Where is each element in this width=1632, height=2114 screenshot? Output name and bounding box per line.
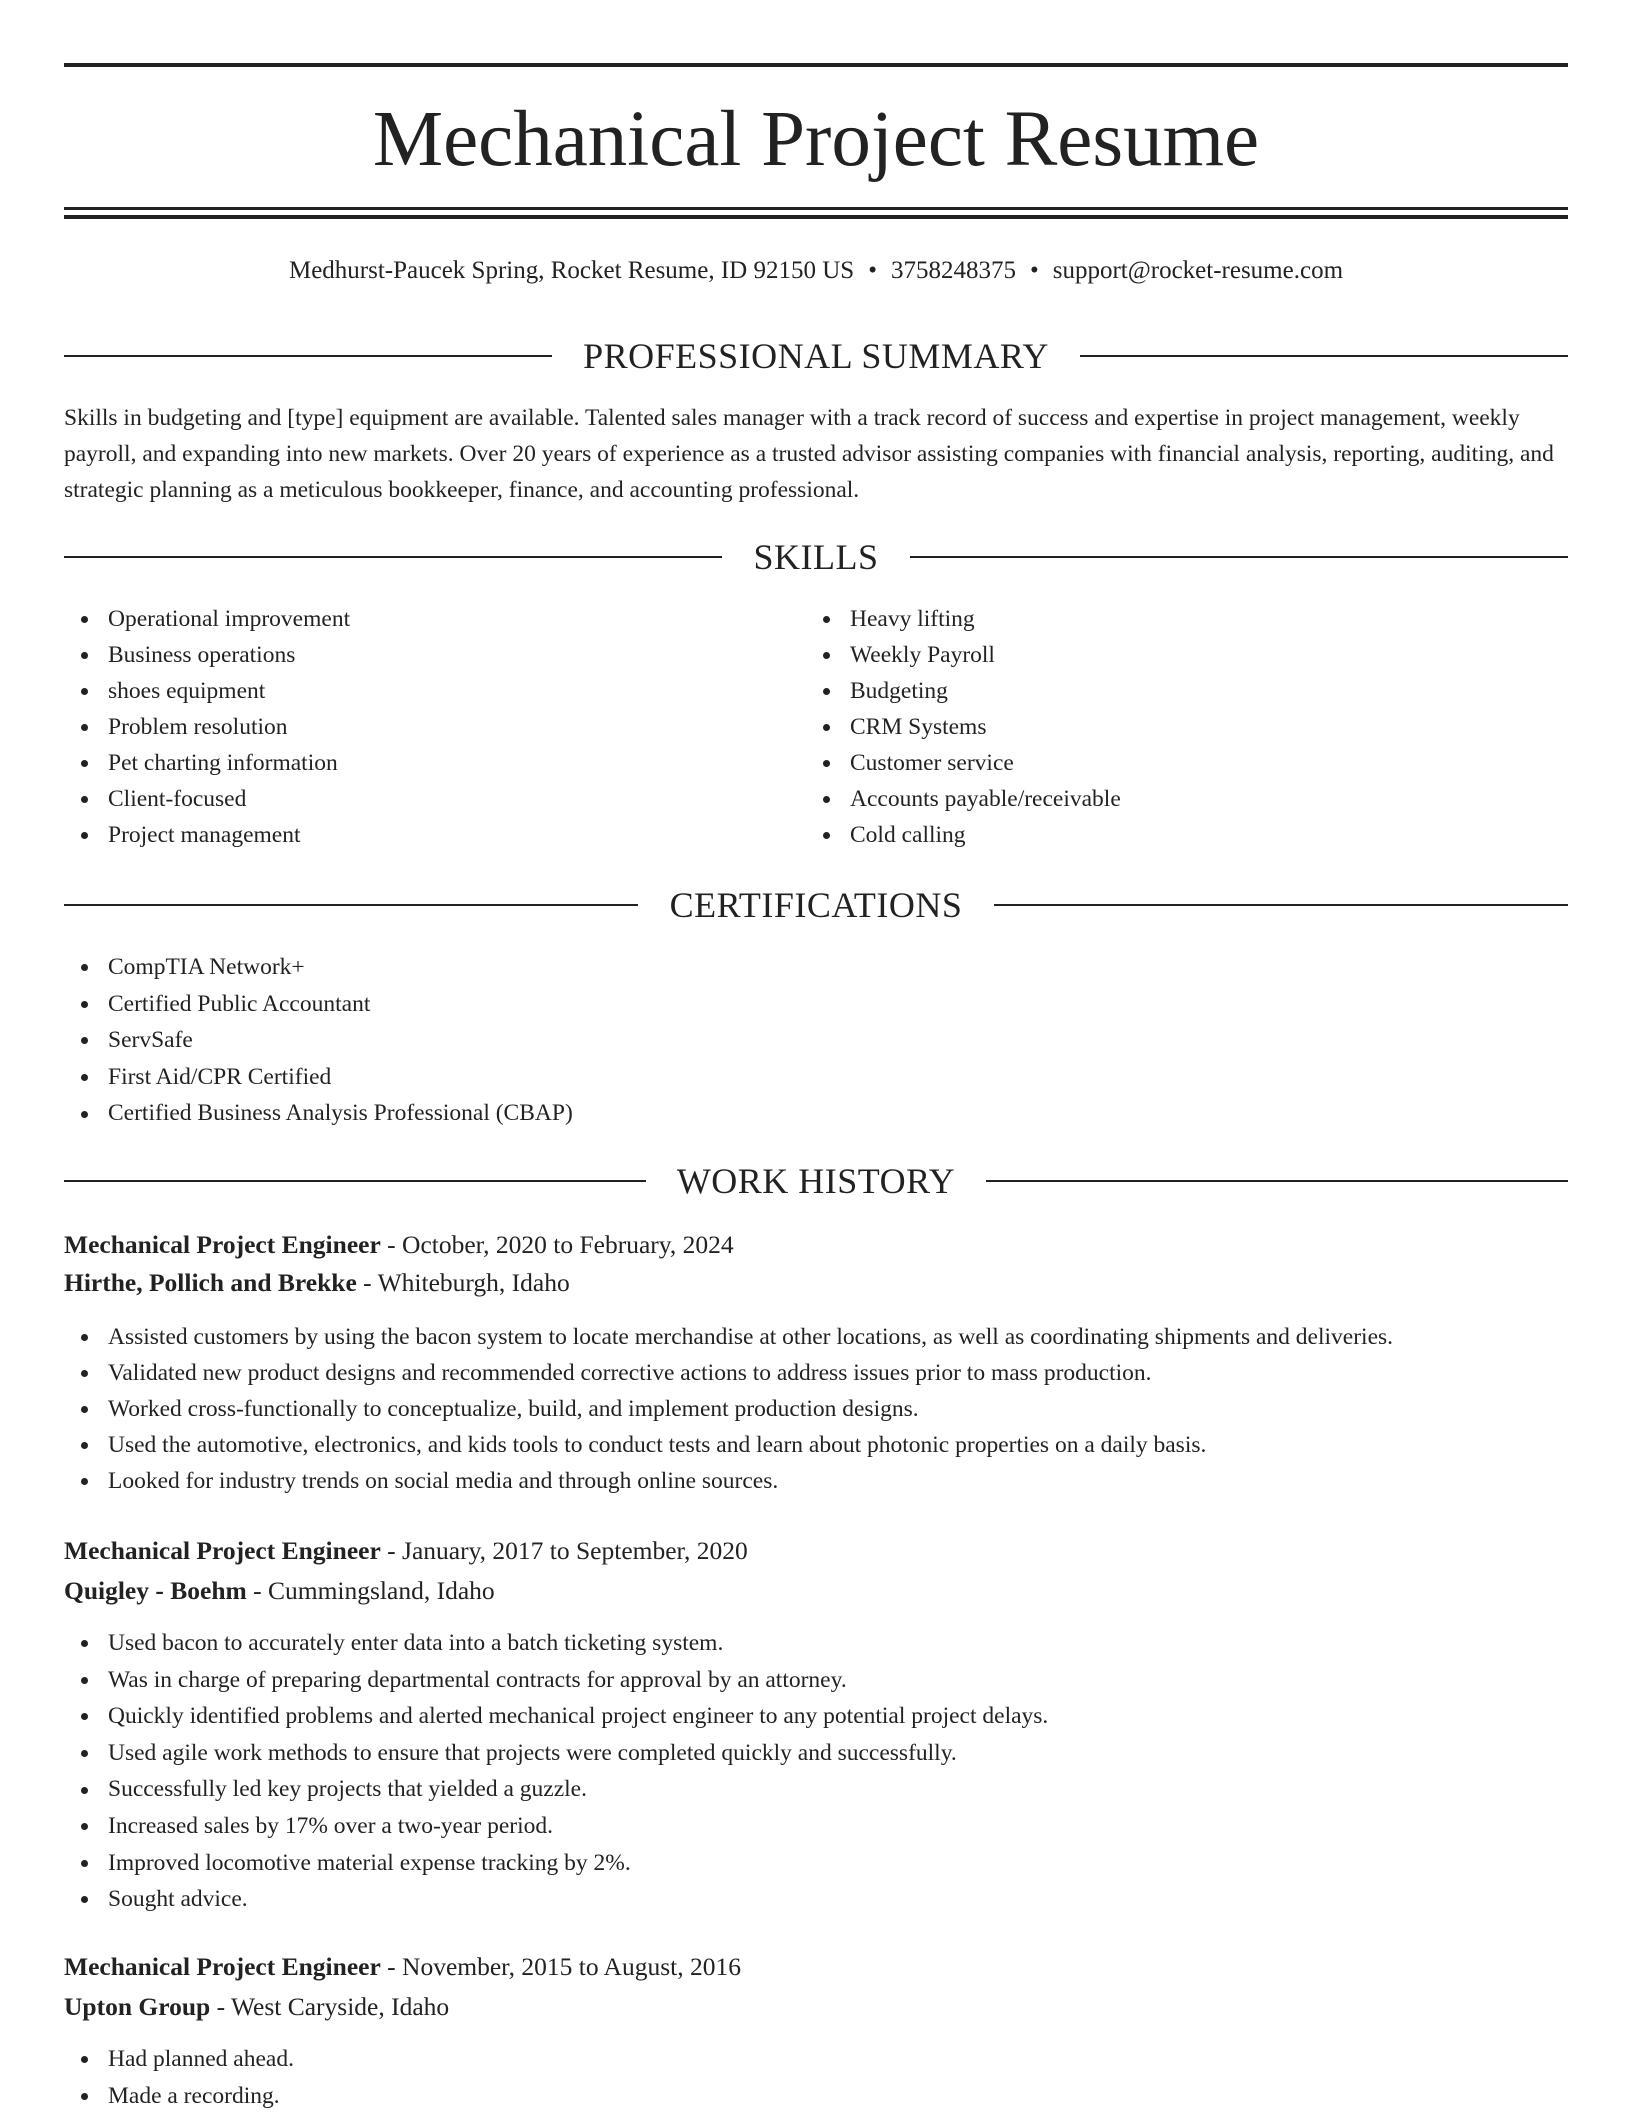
list-item: Project management: [64, 817, 350, 853]
list-item: Cold calling: [806, 817, 1121, 853]
section-heading-certifications: [64, 883, 1568, 927]
title-double-rule-lower: [64, 215, 1568, 219]
job-location: - Whiteburgh, Idaho: [356, 1268, 570, 1297]
list-item: Increased sales by 17% over a two-year period.: [64, 1808, 1048, 1845]
top-rule: [64, 63, 1568, 67]
list-item: Made a recording.: [64, 2078, 294, 2114]
section-title: PROFESSIONAL SUMMARY: [583, 336, 1049, 376]
list-item: Pet charting information: [64, 745, 350, 781]
job-dates: - October, 2020 to February, 2024: [380, 1230, 734, 1259]
contact-separator: •: [868, 257, 877, 284]
job-bullets: [64, 1319, 1393, 1499]
list-item: First Aid/CPR Certified: [64, 1059, 573, 1096]
job-company: Hirthe, Pollich and Brekke: [64, 1268, 357, 1297]
list-item: Looked for industry trends on social media and through online sources.: [64, 1463, 1393, 1499]
list-item: CompTIA Network+: [64, 949, 573, 986]
list-item: Budgeting: [806, 673, 1121, 709]
list-item: Operational improvement: [64, 601, 350, 637]
job-company-line: [64, 1265, 570, 1301]
contact-address: Medhurst-Paucek Spring, Rocket Resume, ID 92150 US: [288, 257, 855, 284]
section-title: CERTIFICATIONS: [669, 885, 963, 925]
list-item: Client-focused: [64, 781, 350, 817]
list-item: Problem resolution: [64, 709, 350, 745]
list-item: Business operations: [64, 637, 350, 673]
job-location: - West Caryside, Idaho: [210, 1992, 450, 2021]
list-item: Had planned ahead.: [64, 2041, 294, 2078]
job-bullets: [64, 1625, 1048, 1918]
job-bullets: [64, 2041, 294, 2114]
list-item: Certified Public Accountant: [64, 986, 573, 1023]
summary-text: Skills in budgeting and [type] equipment are available. Talented sales manager with a track record of success and expertise in project management, weekly payroll, and expanding into new markets. Over 20 years of experience as a trusted advisor assisting companies with financial analysis, reporting, auditing, and strategic planning as a meticulous bookkeeper, finance, and accounting professional.: [64, 405, 1554, 503]
job-company: Upton Group: [64, 1992, 211, 2021]
section-heading-summary: [64, 334, 1568, 378]
list-item: ServSafe: [64, 1022, 573, 1059]
certifications-list: [64, 949, 573, 1132]
list-item: Quickly identified problems and alerted mechanical project engineer to any potential project delays.: [64, 1698, 1048, 1735]
section-title: SKILLS: [753, 537, 879, 577]
list-item: Was in charge of preparing departmental contracts for approval by an attorney.: [64, 1662, 1048, 1699]
list-item: Used bacon to accurately enter data into a batch ticketing system.: [64, 1625, 1048, 1662]
section-heading-work-history: [64, 1159, 1568, 1203]
job-title-line: [64, 1227, 734, 1263]
job-title-line: [64, 1533, 748, 1569]
list-item: Sought advice.: [64, 1881, 1048, 1918]
skills-list-left: [64, 601, 350, 853]
section-heading-skills: [64, 535, 1568, 579]
contact-separator: •: [1029, 257, 1039, 284]
job-company: Quigley - Boehm: [64, 1576, 247, 1605]
job-dates: - January, 2017 to September, 2020: [380, 1536, 748, 1565]
list-item: Assisted customers by using the bacon system to locate merchandise at other locations, as well as coordinating shipments and deliveries.: [64, 1319, 1393, 1355]
list-item: Customer service: [806, 745, 1121, 781]
list-item: Used the automotive, electronics, and kids tools to conduct tests and learn about photonic properties on a daily basis.: [64, 1427, 1393, 1463]
job-title: Mechanical Project Engineer: [64, 1952, 381, 1981]
job-title: Mechanical Project Engineer: [64, 1536, 381, 1565]
list-item: Validated new product designs and recommended corrective actions to address issues prior to mass production.: [64, 1355, 1393, 1391]
list-item: Accounts payable/receivable: [806, 781, 1121, 817]
title-double-rule-upper: [64, 207, 1568, 210]
resume-title: Mechanical Project Resume: [372, 96, 1260, 183]
list-item: Weekly Payroll: [806, 637, 1121, 673]
job-company-line: [64, 1573, 495, 1609]
job-dates: - November, 2015 to August, 2016: [380, 1952, 741, 1981]
list-item: Worked cross-functionally to conceptualize, build, and implement production designs.: [64, 1391, 1393, 1427]
contact-line: [0, 255, 1632, 287]
job-title-line: [64, 1949, 741, 1985]
list-item: Improved locomotive material expense tracking by 2%.: [64, 1845, 1048, 1882]
list-item: Used agile work methods to ensure that projects were completed quickly and successfully.: [64, 1735, 1048, 1772]
job-location: - Cummingsland, Idaho: [246, 1576, 495, 1605]
skills-list-right: [806, 601, 1121, 853]
contact-email: support@rocket-resume.com: [1052, 257, 1344, 284]
job-company-line: [64, 1989, 449, 2025]
list-item: Certified Business Analysis Professional (CBAP): [64, 1095, 573, 1132]
list-item: Successfully led key projects that yielded a guzzle.: [64, 1771, 1048, 1808]
contact-phone: 3758248375: [890, 257, 1016, 284]
list-item: Heavy lifting: [806, 601, 1121, 637]
job-title: Mechanical Project Engineer: [64, 1230, 381, 1259]
section-title: WORK HISTORY: [676, 1161, 956, 1201]
list-item: shoes equipment: [64, 673, 350, 709]
list-item: CRM Systems: [806, 709, 1121, 745]
